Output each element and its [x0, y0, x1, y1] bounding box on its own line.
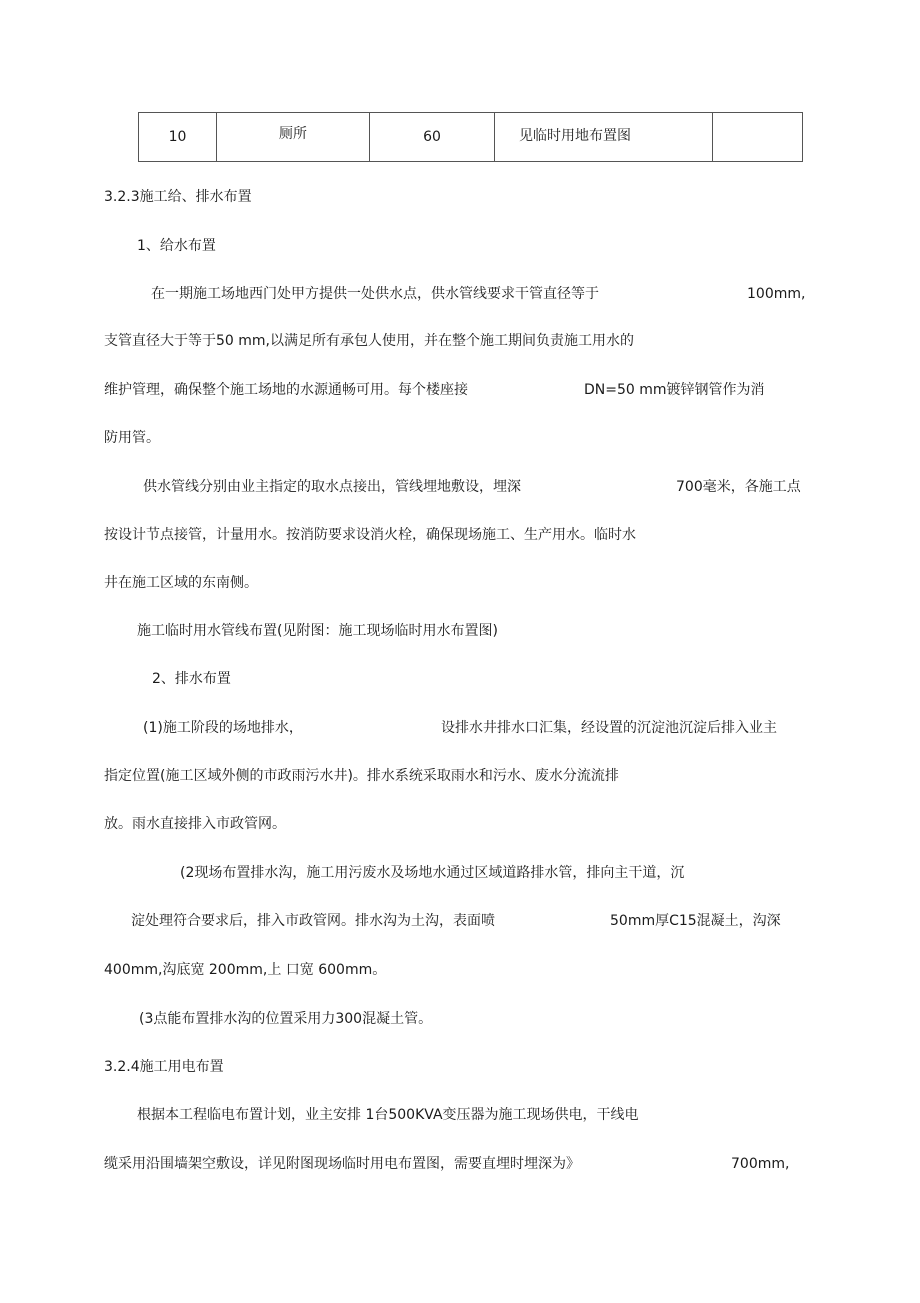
table-cell-name: 厕所	[217, 113, 370, 162]
drain2-line2a: 淀处理符合要求后，排入市政管网。排水沟为土沟，表面喷	[131, 913, 495, 929]
facility-table	[138, 112, 803, 162]
drain1-line1a: (1)施工阶段的场地排水，	[143, 720, 303, 736]
drain2-line1: (2现场布置排水沟，施工用污废水及场地水通过区域道路排水管，排向主干道，沉	[180, 865, 685, 881]
table-cell-no: 10	[139, 113, 217, 162]
supply-para-line4: 防用管。	[104, 430, 160, 446]
drain3-line: (3点能布置排水沟的位置采用力300混凝土管。	[139, 1011, 433, 1027]
power-para-line2b: 700mm,	[731, 1156, 790, 1172]
drain1-line2: 指定位置(施工区域外侧的市政雨污水井)。排水系统采取雨水和污水、废水分流流排	[104, 768, 619, 784]
table-cell-area: 60	[370, 113, 495, 162]
table-cell-extra	[713, 113, 803, 162]
supply-para-line3a: 维护管理，确保整个施工场地的水源通畅可用。每个楼座接	[104, 382, 468, 398]
supply-para-line1a: 在一期施工场地西门处甲方提供一处供水点，供水管线要求干管直径等于	[151, 286, 599, 302]
water-supply-heading: 1、给水布置	[137, 238, 216, 254]
drain1-line3: 放。雨水直接排入市政管网。	[104, 816, 286, 832]
drain2-line3: 400mm,沟底宽 200mm,上 口宽 600mm。	[104, 962, 387, 978]
supply-para-line2: 支管直径大于等于50 mm,以满足所有承包人使用，并在整个施工期间负责施工用水的	[104, 333, 634, 349]
temp-water-layout-note: 施工临时用水管线布置(见附图：施工现场临时用水布置图)	[137, 623, 498, 639]
drain2-line2b: 50mm厚C15混凝土，沟深	[610, 913, 781, 929]
pipe-para-line1a: 供水管线分别由业主指定的取水点接出，管线埋地敷设，埋深	[143, 479, 521, 495]
pipe-para-line1b: 700毫米，各施工点	[676, 479, 801, 495]
drainage-heading: 2、排水布置	[152, 671, 231, 687]
section-heading-3-2-4: 3.2.4施工用电布置	[104, 1059, 224, 1075]
pipe-para-line3: 井在施工区域的东南侧。	[104, 575, 258, 591]
supply-para-line3b: DN=50 mm镀锌钢管作为消	[584, 382, 765, 398]
power-para-line1: 根据本工程临电布置计划，业主安排 1台500KVA变压器为施工现场供电，干线电	[137, 1107, 639, 1123]
supply-para-line1b: 100mm,	[747, 286, 806, 302]
power-para-line2a: 缆采用沿围墙架空敷设，详见附图现场临时用电布置图，需要直埋时埋深为》	[104, 1156, 580, 1172]
table-cell-note: 见临时用地布置图	[495, 113, 713, 162]
table-row	[139, 113, 803, 162]
pipe-para-line2: 按设计节点接管，计量用水。按消防要求设消火栓，确保现场施工、生产用水。临时水	[104, 527, 636, 543]
section-heading-3-2-3: 3.2.3施工给、排水布置	[104, 189, 252, 205]
drain1-line1b: 设排水井排水口汇集，经设置的沉淀池沉淀后排入业主	[441, 720, 777, 736]
